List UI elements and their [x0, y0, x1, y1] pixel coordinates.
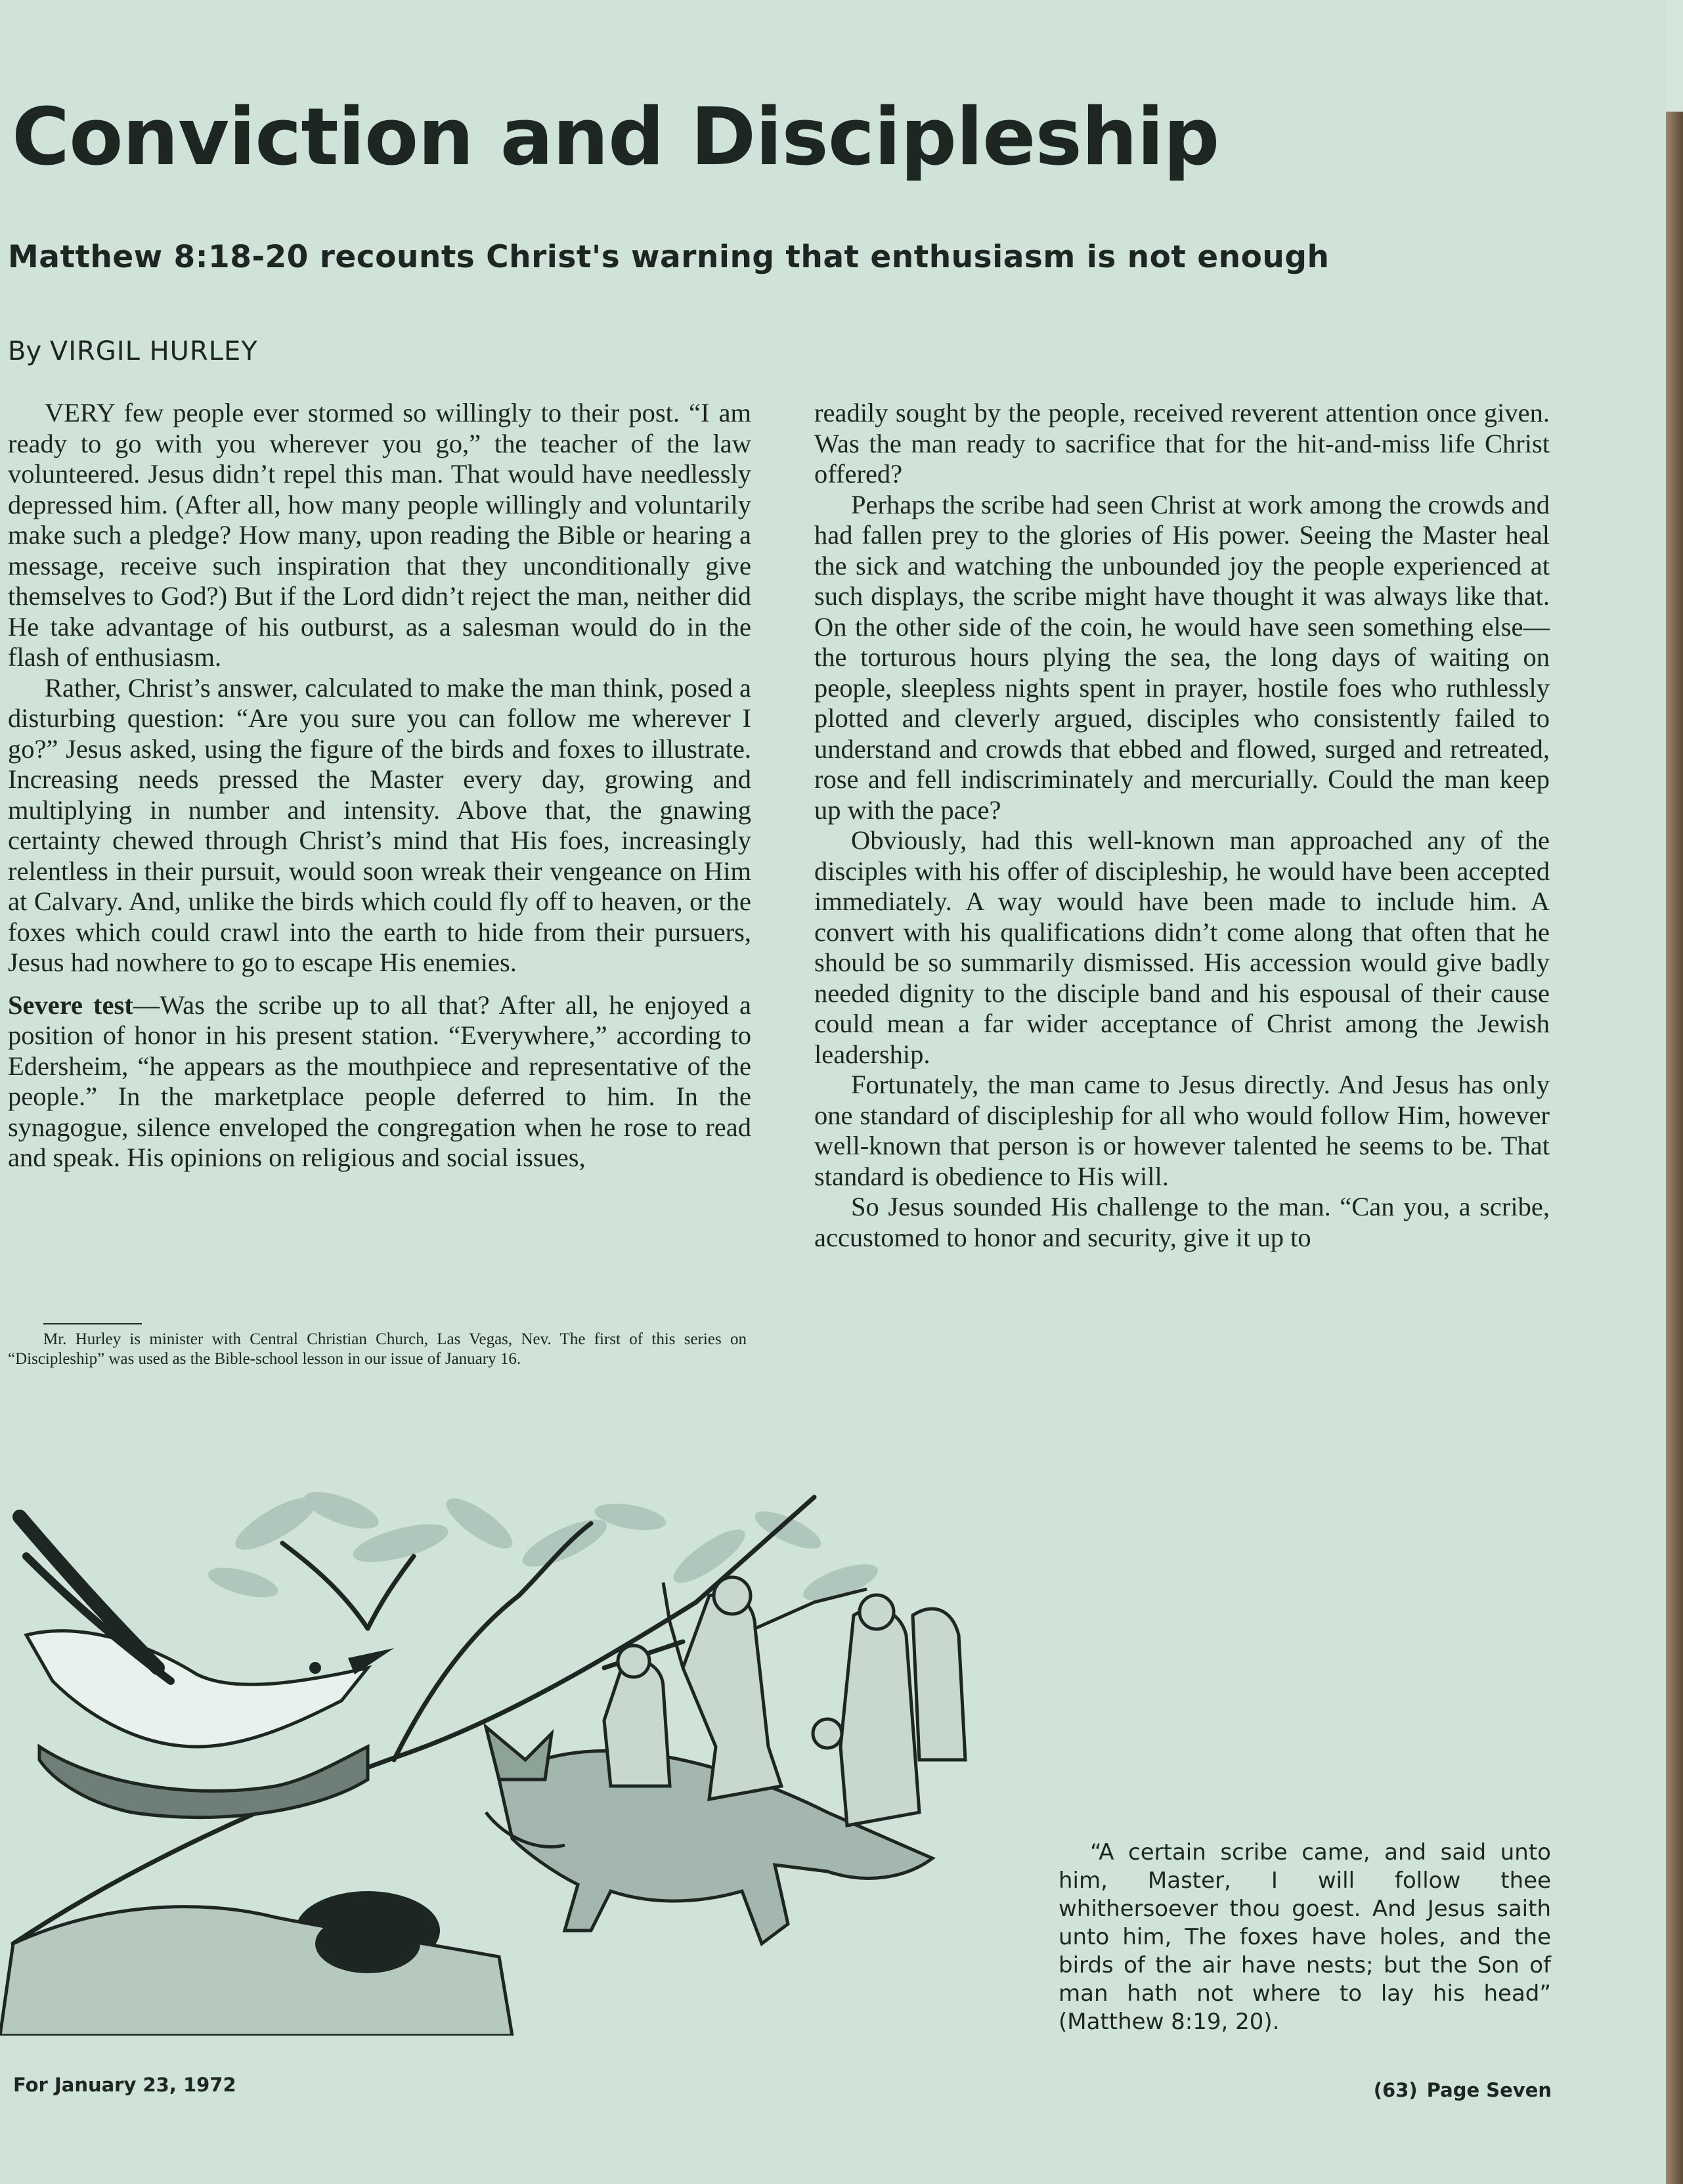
page-code: (63) [1373, 2079, 1418, 2101]
background-leaves [205, 1485, 882, 1609]
page-label: Page Seven [1426, 2079, 1552, 2101]
author-footnote: Mr. Hurley is minister with Central Christian Church, Las Vegas, Nev. The first of this series on “Discipleship” was used as the Bible-school lesson in our issue of January 16. [8, 1330, 747, 1368]
paragraph-2: Rather, Christ’s answer, calculated to make the man think, posed a disturbing question: “Are you sure you can follow me wherever I go?” Jesus asked, using the figure of the birds and foxes to illustrate. Increasing needs pressed the Master every day, growing and multiplying in number and intensity. Above that, the gnawing certainty chewed through Christ’s mind that His foes, increasingly relentless in their pursuit, would soon wreak their vengeance on Him at Calvary. And, unlike the birds which could fly off to heaven, or the foxes which could crawl into the earth to hide from their pursuers, Jesus had nowhere to go to escape His enemies. [8, 672, 751, 977]
byline-prefix: By [8, 336, 42, 366]
fox-den [0, 1891, 512, 2036]
author-name: VIRGIL HURLEY [49, 336, 258, 366]
column-right [814, 398, 1550, 1253]
article-title: Conviction and Discipleship [12, 92, 1219, 183]
bird-fox-jesus-illustration [0, 1471, 985, 2036]
page-edge-top [1666, 0, 1683, 112]
paragraph-1: VERY few people ever stormed so willingly to their post. “I am ready to go with you wherever you go,” the teacher of the law volunteered. Jesus didn’t repel this man. That would have needlessly depressed him. (After all, how many people willingly and voluntarily make such a pledge? How many, upon reading the Bible or hearing a message, receive such inspiration that they unconditionally give themselves to God?) But if the Lord didn’t reject the man, neither did He take advantage of his outburst, as a salesman would do in the flash of enthusiasm. [8, 398, 751, 672]
byline [8, 336, 258, 366]
scripture-quote: “A certain scribe came, and said unto him, Master, I will follow thee whithersoever thou goest. And Jesus saith unto him, The foxes have holes, and the birds of the air have nests; but the Son of man hath not where to lay his head” (Matthew 8:19, 20). [1059, 1839, 1551, 2035]
page-number [1365, 2079, 1552, 2101]
paragraph-3: —Was the scribe up to all that? After all, he enjoyed a position of honor in his present station. “Everywhere,” according to Edersheim, “he appears as the mouthpiece and representative of the people.” In the marketplace people deferred to him. In the synagogue, silence enveloped the congregation when he rose to read and speak. His opinions on religious and social issues, [8, 990, 751, 1172]
paragraph-5: Perhaps the scribe had seen Christ at work among the crowds and had fallen prey to the glories of His power. Seeing the Master heal the sick and watching the unbounded joy the people experienced at such displays, the scribe might have thought it was always like that. On the other side of the coin, he would have seen something else—the torturous hours plying the sea, the long days of waiting on people, sleepless nights spent in prayer, hostile foes who ruthlessly plotted and cleverly argued, disciples who consistently failed to understand and crowds that ebbed and flowed, surged and retreated, rose and fell indiscriminately and mercurially. Could the man keep up with the pace? [814, 489, 1550, 825]
bird-in-nest [20, 1517, 394, 1818]
issue-date: For January 23, 1972 [13, 2074, 236, 2096]
paragraph-4: readily sought by the people, received reverent attention once given. Was the man ready to sacrifice that for the hit-and-miss life Christ offered? [814, 398, 1550, 489]
column-left [8, 398, 751, 1173]
binding-edge [1666, 112, 1683, 2184]
paragraph-8: So Jesus sounded His challenge to the man. “Can you, a scribe, accustomed to honor and security, give it up to [814, 1192, 1550, 1252]
section-severe-test [8, 990, 751, 1173]
article-subtitle: Matthew 8:18-20 recounts Christ's warning that enthusiasm is not enough [8, 239, 1330, 275]
paragraph-6: Obviously, had this well-known man approached any of the disciples with his offer of discipleship, he would have been accepted immediately. A way would have been made to include him. A convert with his qualifications didn’t come along that often that he should be so summarily dismissed. His accession would give badly needed dignity to the disciple band and his espousal of their cause could mean a far wider acceptance of Christ among the Jewish leadership. [814, 825, 1550, 1069]
footnote-rule [43, 1323, 142, 1324]
section-label: Severe test [8, 990, 133, 1020]
paragraph-7: Fortunately, the man came to Jesus directly. And Jesus has only one standard of discipleship for all who would follow Him, however well-known that person is or however talented he seems to be. That standard is obedience to His will. [814, 1070, 1550, 1191]
